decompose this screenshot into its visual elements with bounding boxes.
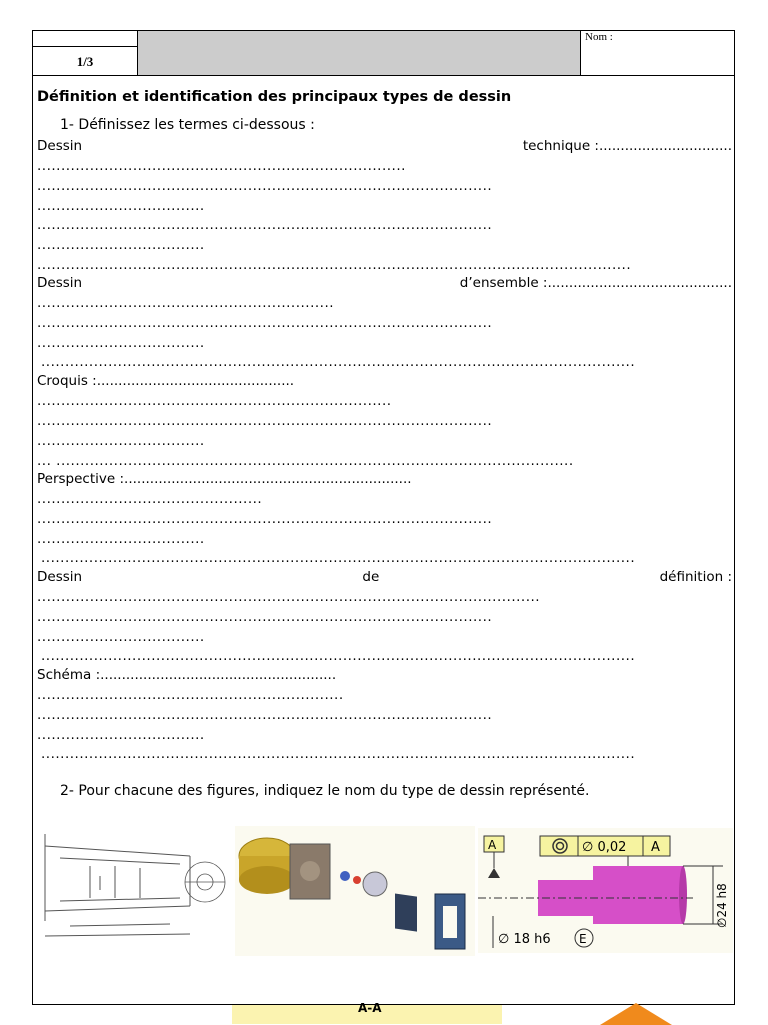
term-label: Dessin (37, 138, 83, 154)
answer-line[interactable]: ................................... (37, 531, 205, 547)
answer-line[interactable]: ................................... (37, 433, 205, 449)
answer-line[interactable]: ................................... (37, 727, 205, 743)
diameter-bottom: ∅ 18 h6 (498, 932, 551, 947)
header-divider (32, 75, 735, 76)
answer-line[interactable]: ............................................................................................... (37, 707, 493, 723)
answer-line[interactable]: ............................................................................................... (37, 217, 493, 233)
term-label-right: technique :............................... (522, 138, 732, 154)
section-title: Définition et identification des principaux types de dessin (37, 89, 512, 105)
term-label-right: d’ensemble :........................................... (459, 275, 732, 291)
answer-line[interactable]: ............................................................................................... (37, 315, 493, 331)
term-dessin-ensemble (37, 273, 732, 293)
answer-line[interactable]: ................................... (37, 629, 205, 645)
answer-line[interactable]: ............................................................................................... (37, 609, 493, 625)
term-label-right: définition : (659, 569, 732, 585)
answer-line[interactable]: ............................................................................................... (37, 511, 493, 527)
answer-line[interactable]: ......................................................................................................... (37, 589, 541, 605)
tolerance-value: ∅ 0,02 (582, 840, 627, 855)
term-croquis: Croquis :.............................................. (37, 373, 295, 389)
answer-line[interactable]: ............................................................................................................................ (41, 354, 636, 370)
answer-line[interactable]: .......................................................................... (37, 393, 392, 409)
figure-1-sketch (40, 826, 230, 956)
answer-line[interactable]: ................................................................ (37, 687, 344, 703)
answer-line[interactable]: ............................................................................. (37, 158, 406, 174)
header-title-cell (137, 30, 581, 76)
envelope-symbol: E (579, 932, 587, 946)
term-label-mid: de (362, 569, 380, 585)
answer-line[interactable]: ............................................................................................................................ (37, 257, 632, 273)
orange-shape (600, 1003, 672, 1025)
answer-line[interactable]: ............................................................................................................................ (41, 746, 636, 762)
answer-line[interactable]: ................................... (37, 237, 205, 253)
figure-3-definition (478, 828, 733, 953)
answer-line[interactable]: ................................... (37, 335, 205, 351)
question-2: 2- Pour chacune des figures, indiquez le nom du type de dessin représenté. (60, 783, 590, 799)
tolerance-ref: A (651, 840, 660, 855)
page-number: 1/3 (32, 46, 138, 76)
term-dessin-technique (37, 136, 732, 156)
answer-line[interactable]: ............................................... (37, 491, 263, 507)
datum-label: A (488, 838, 497, 852)
answer-line-rest: ............................................................................................................ (56, 453, 574, 469)
answer-line[interactable]: ................................... (37, 198, 205, 214)
name-field[interactable]: Nom : (580, 30, 735, 76)
answer-line[interactable]: ............................................................................................................................ (41, 648, 636, 664)
answer-line[interactable]: ............................................................................................... (37, 413, 493, 429)
term-label: Dessin (37, 275, 83, 291)
diameter-right: ∅24 h8 (715, 883, 729, 928)
answer-line[interactable] (37, 451, 574, 471)
section-label: A-A (358, 1001, 382, 1015)
question-1: 1- Définissez les termes ci-dessous : (60, 117, 315, 133)
answer-line[interactable]: ............................................................................................... (37, 178, 493, 194)
term-label: Dessin (37, 569, 83, 585)
term-perspective: Perspective :................................................................... (37, 471, 412, 487)
answer-line[interactable]: .............................................................. (37, 295, 335, 311)
header-top-cell (32, 30, 138, 47)
answer-line-prefix: ... (37, 453, 57, 469)
figure-2-perspective (235, 826, 475, 956)
term-schema: Schéma :....................................................... (37, 667, 337, 683)
term-dessin-definition (37, 567, 732, 587)
answer-line[interactable]: ............................................................................................................................ (41, 550, 636, 566)
